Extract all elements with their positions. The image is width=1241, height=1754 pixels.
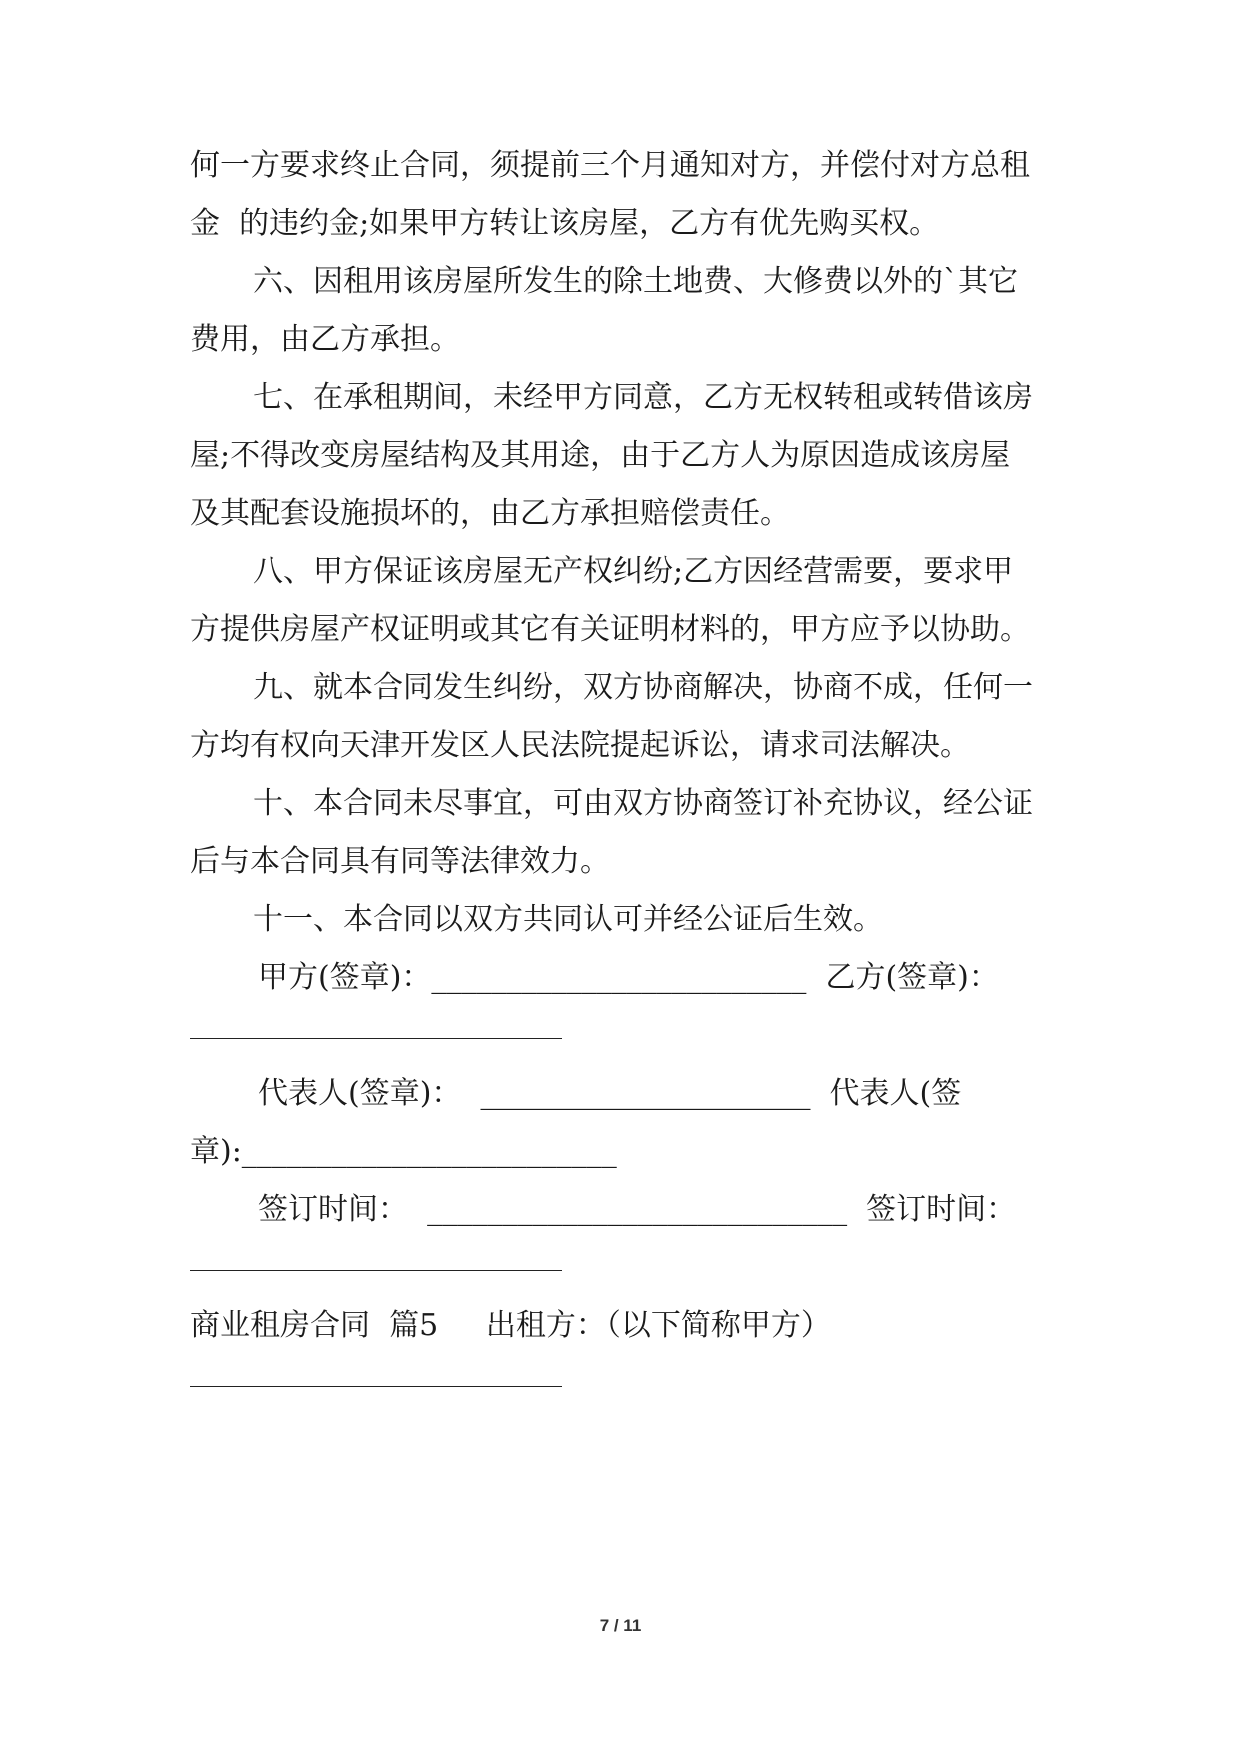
party-a-signature-line: 甲方(签章)：_________________________ 乙方(签章)： [258,960,999,995]
clause-8-line-2: 方提供房屋产权证明或其它有关证明材料的，甲方应予以协助。 [190,612,1030,647]
body-line-1: 何一方要求终止合同，须提前三个月通知对方，并偿付对方总租 [190,148,1030,183]
clause-6-line-2: 费用，由乙方承担。 [190,322,460,357]
representative-signature-line-2: 章):_________________________ [190,1134,617,1169]
lessor-blank-rule [190,1386,562,1387]
signature-blank-rule [190,1038,562,1039]
next-contract-title-line: 商业租房合同 篇5 出租方：（以下简称甲方） [190,1308,831,1343]
clause-7-line-2: 屋;不得改变房屋结构及其用途，由于乙方人为原因造成该房屋 [190,438,1011,473]
date-blank-rule [190,1270,562,1271]
clause-7-line-1: 七、在承租期间，未经甲方同意，乙方无权转租或转借该房 [253,380,1033,415]
clause-8-line-1: 八、甲方保证该房屋无产权纠纷;乙方因经营需要，要求甲 [253,554,1014,589]
signing-date-line: 签订时间： ____________________________ 签订时间： [258,1192,1017,1227]
clause-9-line-1: 九、就本合同发生纠纷，双方协商解决，协商不成，任何一 [253,670,1033,705]
clause-11-line-1: 十一、本合同以双方共同认可并经公证后生效。 [253,902,883,937]
body-line-2: 金 的违约金;如果甲方转让该房屋，乙方有优先购买权。 [190,206,940,241]
page-number: 7 / 11 [599,1616,642,1635]
representative-signature-line: 代表人(签章)： ______________________ 代表人(签 [258,1076,962,1111]
clause-10-line-1: 十、本合同未尽事宜，可由双方协商签订补充协议，经公证 [253,786,1033,821]
clause-6-line-1: 六、因租用该房屋所发生的除土地费、大修费以外的`其它 [253,264,1018,299]
clause-10-line-2: 后与本合同具有同等法律效力。 [190,844,610,879]
clause-7-line-3: 及其配套设施损坏的，由乙方承担赔偿责任。 [190,496,790,531]
clause-9-line-2: 方均有权向天津开发区人民法院提起诉讼，请求司法解决。 [190,728,970,763]
